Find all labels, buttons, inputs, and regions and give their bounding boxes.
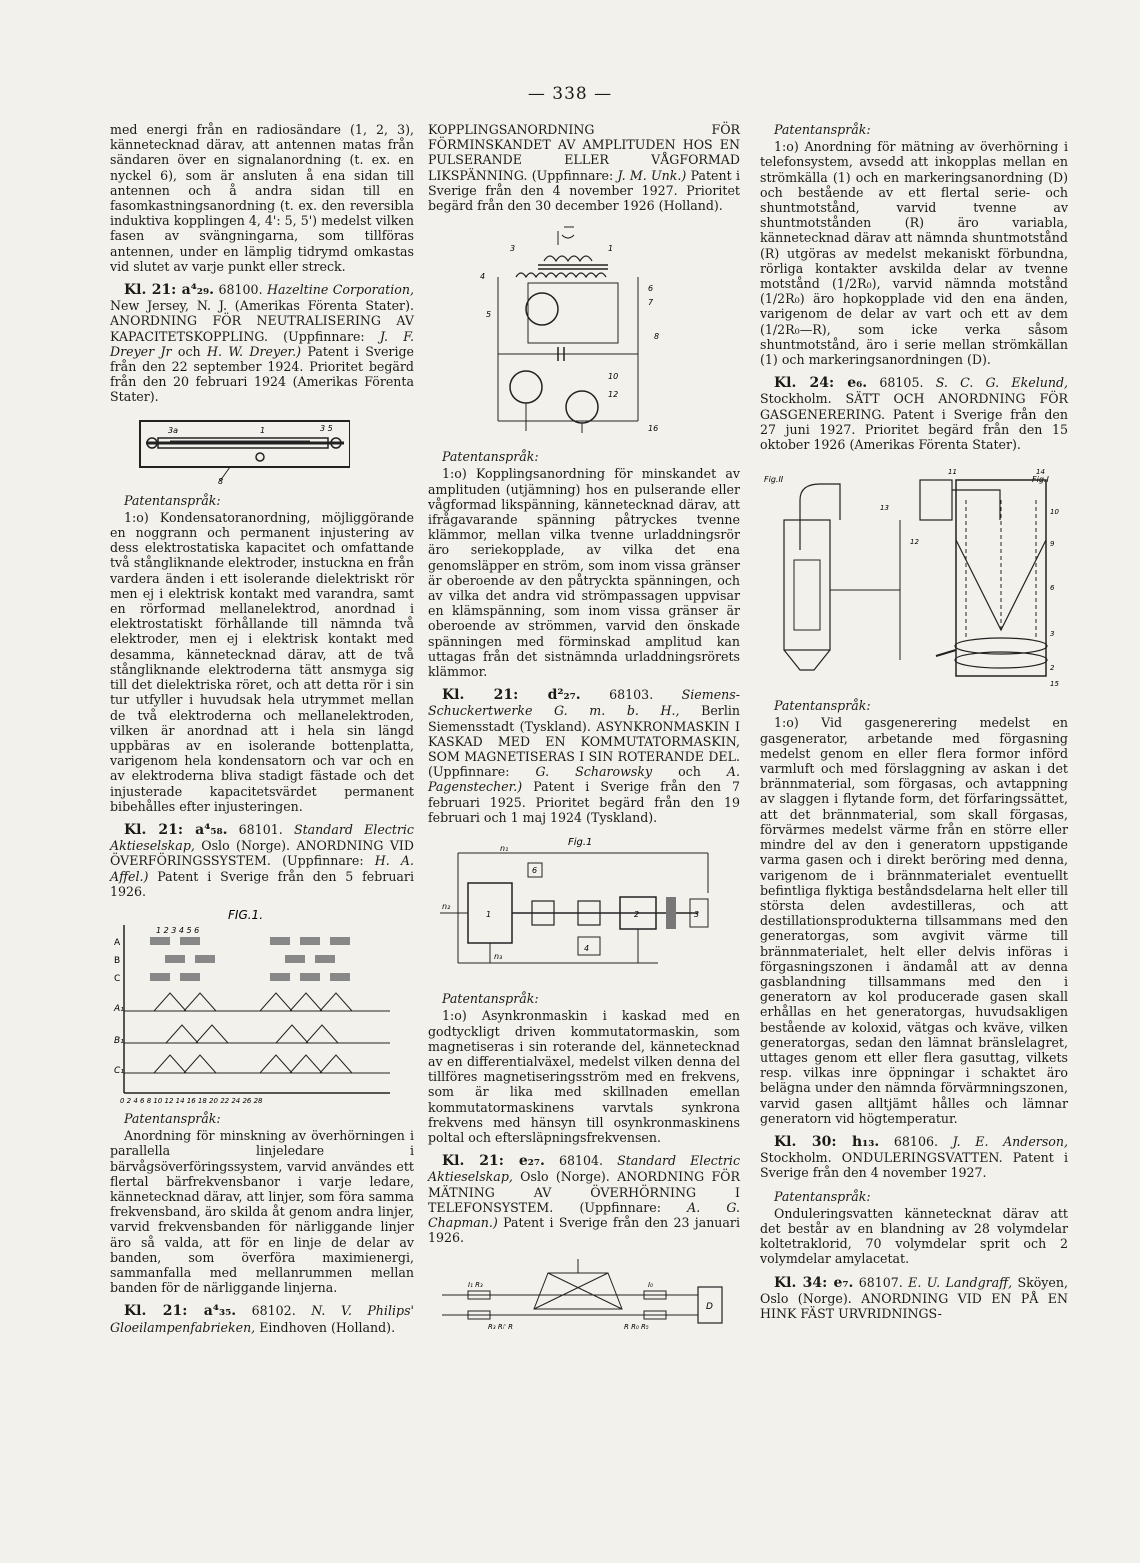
figure-label-right: Fig.I [1032,475,1049,485]
svg-text:10: 10 [1050,508,1059,517]
svg-text:9: 9 [1050,540,1055,549]
svg-text:R R₀ R₅: R R₀ R₅ [624,1323,649,1332]
svg-text:4: 4 [584,944,590,954]
patent-entry-68101: Kl. 21: a⁴₅₈. 68101. Standard Electric Aktieselskap, Oslo (Norge). ANORDNING VID ÖVERFÖRINGSSYSTEM. (Uppfinnare: H. A. Affel.) Patent i Sverige från den 5 februari 1926. [110,821,414,899]
svg-text:I₀: I₀ [648,1281,653,1290]
svg-text:16: 16 [648,424,659,434]
svg-text:7: 7 [648,298,654,308]
svg-text:1 2 3 4 5 6: 1 2 3 4 5 6 [156,925,200,935]
svg-text:2: 2 [1050,664,1055,673]
svg-text:6: 6 [532,866,538,876]
patent-entry-68107: Kl. 34: e₇. 68107. E. U. Landgraff, Sköyen, Oslo (Norge). ANORDNING VID EN PÅ EN HINK FÄST URVRIDNINGS- [760,1274,1068,1321]
patent-entry-68100: Kl. 21: a⁴₂₉. 68100. Hazeltine Corporation, New Jersey, N. J. (Amerikas Förenta Stater). ANORDNING FÖR NEUTRALISERING AV KAPACITETSKOPPLING. (Uppfinnare: J. F. Dreyer Jr och H. W. Dreyer.) Patent i Sverige från den 22 september 1924. Prioritet begärd från den 20 februari 1924 (Amerikas Förenta Stater). [110,282,415,405]
svg-text:3: 3 [694,910,700,920]
patent-entry-68104: Kl. 21: e₂₇. 68104. Standard Electric Aktieselskap, Oslo (Norge). ANORDNING FÖR MÄTNING AV ÖVERHÖRNING I TELEFONSYSTEM. (Uppfinnare: A. G. Chapman.) Patent i Sverige från den 23 januari 1926. [428,1153,741,1246]
resistor-network-figure [428,1253,728,1339]
svg-text:D: D [706,1302,713,1313]
svg-text:0 2 4 6 8 10 12 14: 0 2 4 6 8 10 12 14 16 18 20 22 24 26 28 [120,1096,263,1103]
svg-text:11: 11 [948,468,957,477]
svg-text:4: 4 [480,272,486,282]
svg-text:10: 10 [608,372,619,382]
claims-heading: Patentanspråk: [124,1110,221,1126]
svg-text:14: 14 [1036,468,1045,477]
svg-text:3 5: 3 5 [320,423,333,433]
claims-heading: Patentanspråk: [774,698,871,714]
svg-text:13: 13 [880,504,889,513]
gas-generator-figure [760,460,1060,690]
column-2 [428,122,740,1347]
svg-text:3: 3 [1050,630,1055,639]
patent-entry-68106: Kl. 30: h₁₃. 68106. J. E. Anderson, Stockholm. ONDULERINGSVATTEN. Patent i Sverige från den 4 november 1927. [760,1133,1068,1181]
patent-entry-68102: Kl. 21: a⁴₃₅. 68102. N. V. Philips' Gloeilampenfabrieken, Eindhoven (Holland). [110,1303,414,1335]
page-number: — 338 — [527,84,613,104]
column-1 [110,122,414,1343]
svg-text:A₁: A₁ [114,1003,124,1014]
svg-text:C: C [114,973,121,984]
figure-title: Fig.1 [568,837,593,849]
svg-text:I₁ R₃: I₁ R₃ [468,1281,483,1290]
svg-text:1: 1 [486,910,492,920]
svg-text:B₁: B₁ [114,1035,124,1046]
svg-text:n₂: n₂ [442,902,451,912]
svg-text:B: B [114,955,121,966]
figure-title: FIG.1. [228,907,264,922]
svg-text:15: 15 [1050,680,1059,689]
paragraph: med energi från en radiosändare (1, 2, 3), kännetecknad därav, att antennen matas från sändaren över en signalanordning (t. ex. en nyckel 6), som är ansluten å ena sidan till antennen och å andra sidan till en fasomkastningsanordning (t. ex. den reversibla induktiva kopplingen 4, 4': 5, 5') medelst vilken fasen av svängningarna, som tillföras antennen, under en lämplig tidrymd omkastas vid slutet av varje punkt eller streck. [110,122,414,274]
patent-entry-68103: Kl. 21: d²₂₇. 68103. Siemens-Schuckertwerke G. m. b. H., Berlin Siemensstadt (Tyskland). ASYNKRONMASKIN I KASKAD MED EN KOMMUTATORMASKIN, SOM MAGNETISERAS I SIN ROTERANDE DEL. (Uppfinnare: G. Scharowsky och A. Pagenstecher.) Patent i Sverige från den 7 februari 1925. Prioritet begärd från den 19 februari och 1 maj 1924 (Tyskland). [428,687,740,825]
patent-entry-68105: Kl. 24: e₆. 68105. S. C. G. Ekelund, Stockholm. SÄTT OCH ANORDNING FÖR GASGENERERING. Patent i Sverige från den 27 juni 1927. Prioritet begärd från den 15 oktober 1926 (Amerikas Förenta Stater). [760,375,1069,453]
claim-text: 1:o) Asynkronmaskin i kaskad med en godtyckligt driven kommutatormaskin, som magnetiseras i sin roterande del, kännetecknad av en differentialväxel, medelst vilken denna del tillföres magnetiseringsström med en frekvens, som är lika med skillnaden emellan kommutatormaskinens varvtals synkrona frekvens med hänsyn till osynkronmaskinens poltal och eftersläpningsfrekvensen. [428,1008,740,1145]
svg-text:n₃: n₃ [494,952,503,962]
machine-cascade-figure [428,833,728,983]
claims-heading: Patentanspråk: [124,492,221,508]
circuit-figure [458,221,698,441]
svg-text:8: 8 [218,476,224,485]
svg-text:C₁: C₁ [114,1065,124,1076]
svg-text:n₁: n₁ [500,844,509,854]
svg-text:2: 2 [634,910,640,920]
svg-text:1: 1 [608,244,614,254]
svg-text:12: 12 [608,390,619,400]
svg-text:R₃ Rᵢ' R: R₃ Rᵢ' R [488,1323,514,1332]
claim-text: 1:o) Anordning för mätning av överhörning i telefonsystem, avsedd att inkopplas mellan en strömkälla (1) och en markeringsanordning (D) och bestående av ett flertal serie- och shuntmotstånd, varvid tvenne av shuntmotstånden (R) äro variabla, kännetecknad därav att nämnda shuntmotstånd (R) utgöras av medelst mekaniskt förbundna, rörliga kontakter avskilda delar av tvenne motstånd (1/2R₀), varvid nämnda motstånd (1/2R₀) äro hopkopplade vid den ena änden, varigenom de delar av vart och ett av dem (1/2R₀—R), som icke verka såsom shuntmotstånd, äro i serie mellan strömkällan (1) och markeringsanordningen (D). [760,139,1068,368]
svg-text:8: 8 [654,332,660,342]
claim-text: 1:o) Kopplingsanordning för minskandet av amplituden (utjämning) hos en pulserande eller vågformad likspänning, kännetecknad därav, att ifrågavarande spänning påtryckes tvenne klämmor, mellan vilka tvenne urladdningsrör äro seriekopplade, av vilka det ena genomsläpper en ström, som inom vissa gränser är oberoende av den påtryckta spänningen, och av vilka det andra vid strömpassagen uppvisar en klämspänning, som inom vissa gränser är oberoende av strömmen, varvid den önskade spänningen med förminskad amplitud kan uttagas från det sistnämnda urladdningsrörets klämmor. [428,466,740,680]
claims-heading: Patentanspråk: [442,449,539,465]
patent-entry-68102-cont: KOPPLINGSANORDNING FÖR FÖRMINSKANDET AV AMPLITUDEN HOS EN PULSERANDE ELLER VÅGFORMAD LIKSPÄNNING. (Uppfinnare: J. M. Unk.) Patent i Sverige från den 4 november 1927. Prioritet begärd från den 30 december 1926 (Holland). [428,122,740,214]
capacitor-figure [110,413,350,485]
svg-text:6: 6 [1050,584,1055,593]
claim-text: 1:o) Kondensatoranordning, möjliggörande en noggrann och permanent injustering av dess elektrostatiska kapacitet och omfattande två stångliknande elektroder, instuckna en från vardera änden i ett isolerande dielektriskt rör men ej i elektrisk kontakt med varandra, samt en rörformad mellanelektrod, anordnad i elektrostatiskt förhållande till nämnda två elektroder, men ej i elektrisk kontakt med desamma, kännetecknad därav, att de två stångliknande elektroderna tätt ansmyga sig till det dielektriska röret, och att detta rör i sin tur utfyller i huvudsak hela utrymmet mellan de två elektroderna och mellanelektroden, vilken är anordnad att i hela sin längd uppbäras av en isolerande bottenplatta, varigenom hela kondensatorn och var och en av elektroderna bliva stadigt fästade och det injusterade kapacitetsvärdet permanent bibehålles efter injusteringen. [110,509,414,814]
claims-heading: Patentanspråk: [774,1188,871,1204]
svg-text:3a: 3a [168,425,178,435]
svg-text:6: 6 [648,284,654,294]
svg-text:3: 3 [510,244,516,254]
svg-text:12: 12 [910,538,919,547]
claim-text: Onduleringsvatten kännetecknat därav att det består av en blandning av 28 volymdelar koltetraklorid, 70 volymdelar sprit och 2 volymdelar amylacetat. [760,1205,1068,1267]
frequency-band-figure [110,907,410,1103]
claims-heading: Patentanspråk: [442,991,539,1007]
column-3 [760,122,1068,1329]
svg-text:1: 1 [260,425,266,435]
figure-label-left: Fig.II [764,475,784,485]
svg-text:A: A [114,937,121,948]
claim-text: 1:o) Vid gasgenerering medelst en gasgenerator, arbetande med förgasning medelst genom en eller flera formor införd varmluft och med förslaggning av askan i det brännmaterial, som förgasas, och avtappning av slaggen i flytande form, det förfaringssättet, att det brännmaterial, som skall förgasas, förvärmes medelst värme från en större eller mindre del av den i generatorn uppstigande varma gasen och i direkt beröring med denna, varigenom de i brännmaterialet eventuellt befintliga flyktiga beståndsdelarna helt eller till största delen avdestilleras, och att destillationsprodukterna tillsammans med den generatorgas, som avgivit värme till brännmaterialet, helt eller delvis införas i förgasningszonen i ändamål att av denna gasblandning tillsammans med den i generatorn av kol producerade gasen skall erhållas en het generatorgas, huvudsakligen bestående av koloxid, vätgas och kväve, vilken generatorgas, sedan den lämnat bränslelagret, uttages genom ett eller flera gasuttag, vilkets resp. vilkas inre öppningar i schaktet äro belägna under den nämnda förvärmningszonen, varvid gasen alltjämt hålles och lämnar generatorn vid högtemperatur. [760,715,1068,1126]
claim-text: Anordning för minskning av överhörningen i parallella linjeledare i bärvågsöverföringssystem, varvid användes ett flertal bärfrekvensbanor i varje ledare, kännetecknad därav, att linjer, som föra samma frekvensband, äro skilda åt genom andra linjer, varvid frekvensbanden för närliggande linjer äro så valda, att för en linje de delar av banden, som överföra maximienergi, sammanfalla med mellanrummen mellan banden för de närliggande linjerna. [110,1128,414,1296]
claims-heading: Patentanspråk: [774,122,871,137]
svg-text:5: 5 [486,310,492,320]
